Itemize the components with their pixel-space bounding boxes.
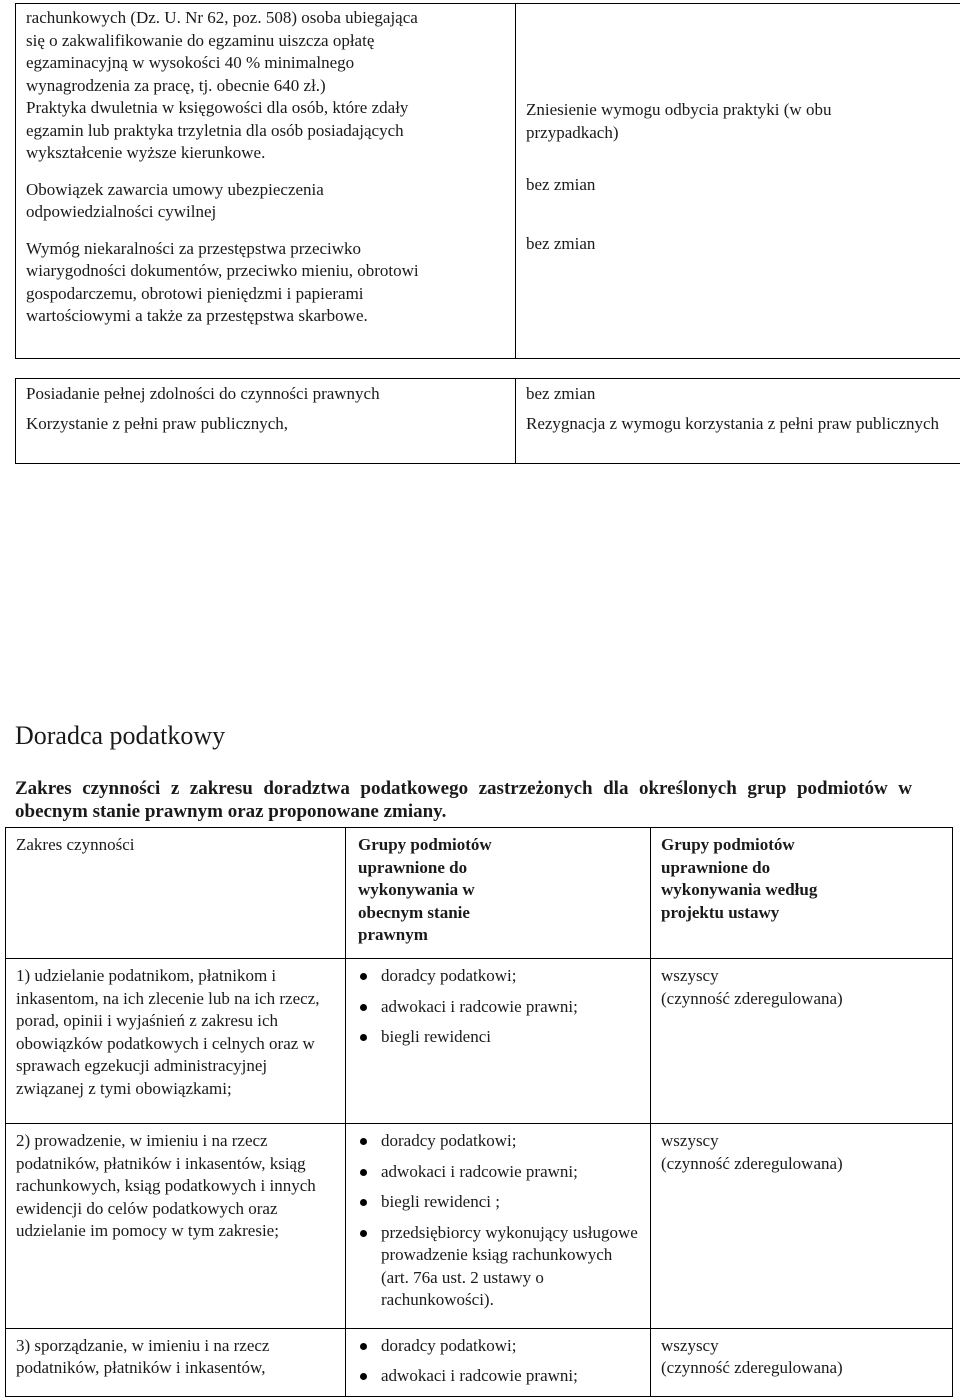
table-row [16,379,960,464]
table-row [6,1124,953,1329]
current-requirements-cell [16,4,516,359]
current-groups-cell [346,1124,651,1329]
public-rights-text: Korzystanie z pełni praw publicznych, [26,413,505,436]
header-scope: Zakres czynności [6,828,346,959]
proposed-groups-note: (czynność zderegulowana) [661,988,942,1011]
current-groups-list [356,1335,640,1388]
list-item: adwokaci i radcowie prawni; [356,996,640,1019]
current-requirements-cell [16,379,516,464]
table-row [16,4,960,359]
current-groups-list [356,965,640,1049]
scope-cell: 1) udzielanie podatnikom, płatnikom i inkasentom, na ich zlecenie lub na ich rzecz, porad, opinii i wyjaśnień z zakresu ich obowiązków podatkowych i celnych oraz w sprawach egzekucji administracyjnej związanej z tymi obowiązkami; [6,959,346,1124]
proposed-groups-text: wszyscy [661,1335,942,1358]
activities-table [5,827,953,1397]
list-item: adwokaci i radcowie prawni; [356,1161,640,1184]
public-rights-change-text: Rezygnacja z wymogu korzystania z pełni praw publicznych [526,413,951,436]
insurance-requirement-text: Obowiązek zawarcia umowy ubezpieczenia odpowiedzialności cywilnej [26,179,505,224]
legal-capacity-change-text: bez zmian [526,383,951,406]
header-proposed-groups: Grupy podmiotów uprawnione do wykonywania według projektu ustawy [651,828,953,959]
requirements-table-mid [15,378,960,464]
list-item: doradcy podatkowi; [356,1335,640,1358]
table-row [6,959,953,1124]
proposed-groups-note: (czynność zderegulowana) [661,1153,942,1176]
proposed-groups-cell [651,1328,953,1396]
table-row [6,1328,953,1396]
criminal-record-requirement-text: Wymóg niekaralności za przestępstwa przeciwko wiarygodności dokumentów, przeciwko mieniu, obrotowi gospodarczemu, obrotowi pieniędzmi i papierami wartościowymi a także za przestępstwa skarbowe. [26,238,505,328]
proposed-groups-note: (czynność zderegulowana) [661,1357,942,1380]
section-title: Doradca podatkowy [15,719,225,753]
current-groups-cell [346,1328,651,1396]
current-groups-list [356,1130,640,1312]
criminal-record-change-text: bez zmian [526,233,951,256]
list-item: doradcy podatkowi; [356,1130,640,1153]
practice-change-text: Zniesienie wymogu odbycia praktyki (w obu przypadkach) [526,99,951,144]
proposed-changes-cell [516,4,960,359]
current-groups-cell [346,959,651,1124]
proposed-groups-cell [651,959,953,1124]
proposed-changes-cell [516,379,960,464]
scope-cell: 3) sporządzanie, w imieniu i na rzecz podatników, płatników i inkasentów, [6,1328,346,1396]
proposed-groups-text: wszyscy [661,1130,942,1153]
list-item: adwokaci i radcowie prawni; [356,1365,640,1388]
scope-cell: 2) prowadzenie, w imieniu i na rzecz podatników, płatników i inkasentów, ksiąg rachunkowych, ksiąg podatkowych i innych ewidencji do celów podatkowych oraz udzielanie im pomocy w tym zakresie; [6,1124,346,1329]
table-header-row [6,828,953,959]
header-current-groups: Grupy podmiotów uprawnione do wykonywania w obecnym stanie prawnym [346,828,651,959]
practice-requirement-text: Praktyka dwuletnia w księgowości dla osób, które zdały egzamin lub praktyka trzyletnia dla osób posiadających wykształcenie wyższe kierunkowe. [26,97,505,165]
exam-fee-text: rachunkowych (Dz. U. Nr 62, poz. 508) osoba ubiegająca się o zakwalifikowanie do egzaminu uiszcza opłatę egzaminacyjną w wysokości 40 % minimalnego wynagrodzenia za pracę, tj. obecnie 640 zł.) [26,7,505,97]
list-item: przedsiębiorcy wykonujący usługowe prowadzenie ksiąg rachunkowych (art. 76a ust. 2 ustawy o rachunkowości). [356,1222,640,1312]
legal-capacity-text: Posiadanie pełnej zdolności do czynności prawnych [26,383,505,406]
proposed-groups-text: wszyscy [661,965,942,988]
list-item: doradcy podatkowi; [356,965,640,988]
insurance-change-text: bez zmian [526,174,951,197]
requirements-table-top [15,3,960,359]
section-description: Zakres czynności z zakresu doradztwa podatkowego zastrzeżonych dla określonych grup podmiotów w obecnym stanie prawnym oraz proponowane zmiany. [15,777,912,823]
list-item: biegli rewidenci ; [356,1191,640,1214]
list-item: biegli rewidenci [356,1026,640,1049]
proposed-groups-cell [651,1124,953,1329]
